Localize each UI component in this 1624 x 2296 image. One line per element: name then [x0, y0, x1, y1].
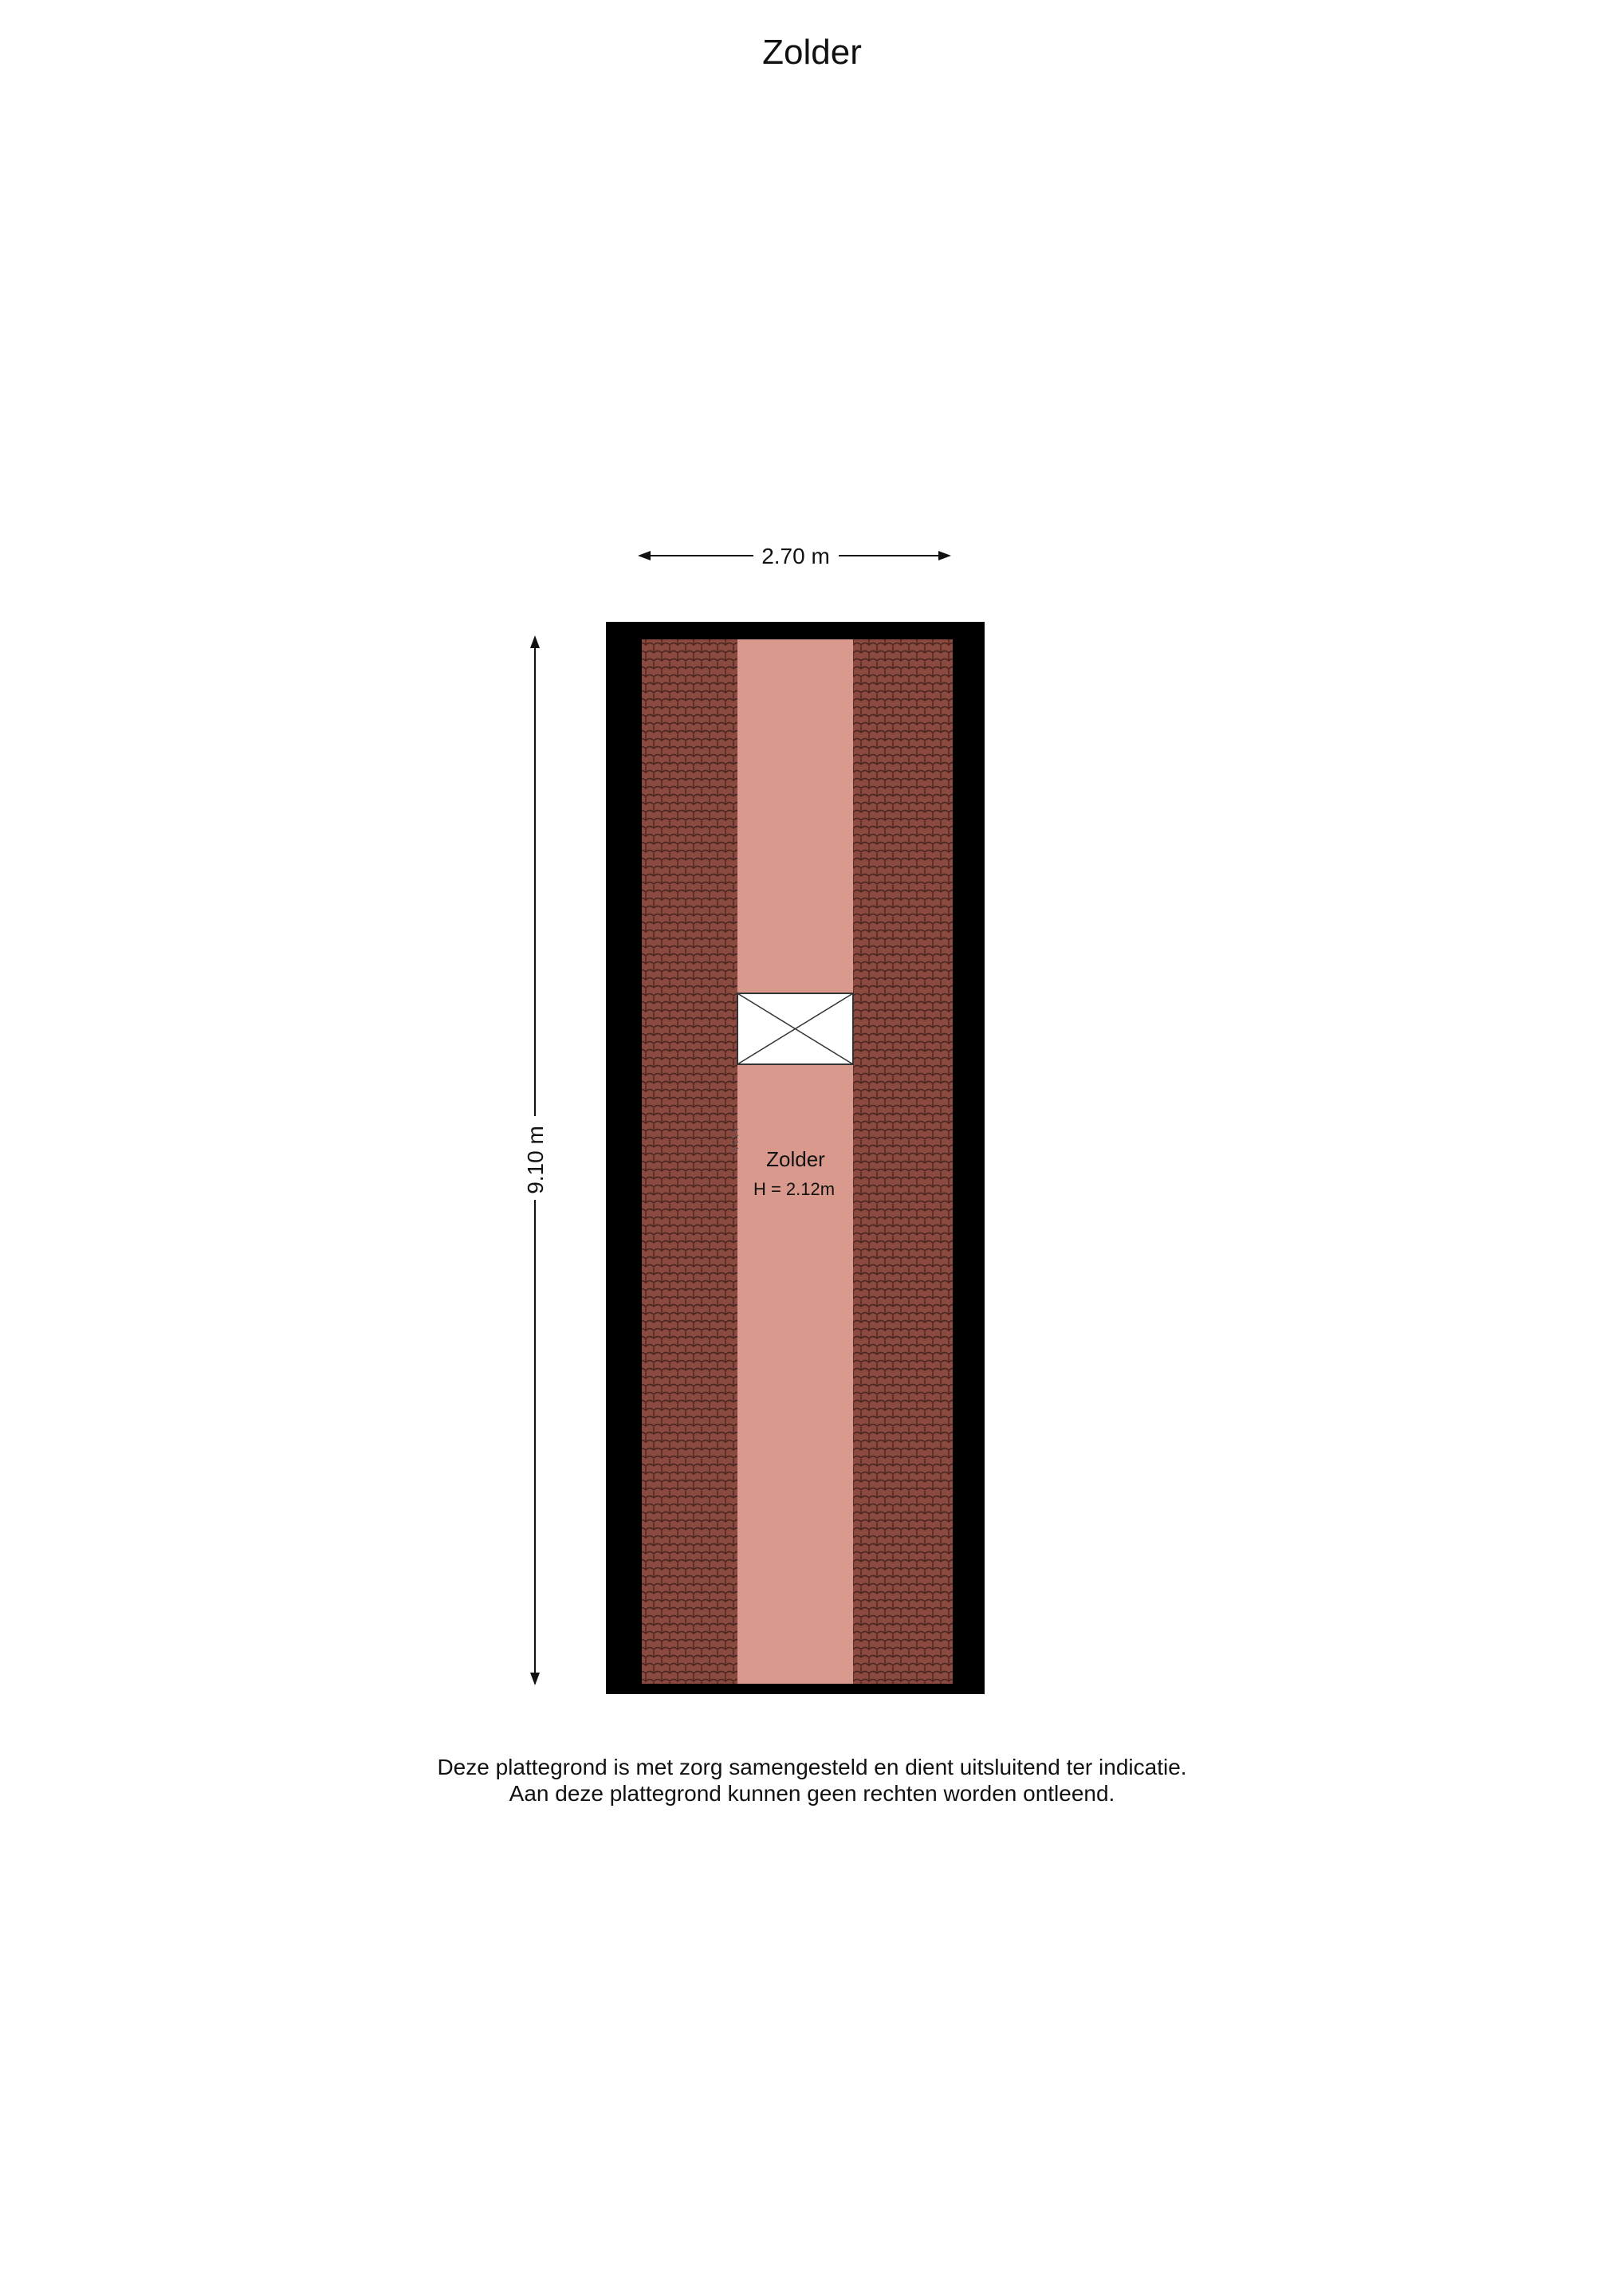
page-title: Zolder: [762, 33, 862, 72]
arrow-left-icon: [638, 551, 651, 560]
width-label: 2.70 m: [761, 544, 830, 568]
arrow-up-icon: [530, 635, 540, 648]
disclaimer-line-1: Deze plattegrond is met zorg samengesteld en dient uitsluitend ter indicatie.: [437, 1755, 1187, 1779]
room-height: H = 2.12m: [753, 1179, 836, 1199]
disclaimer-line-2: Aan deze plattegrond kunnen geen rechten worden ontleend.: [509, 1781, 1115, 1806]
disclaimer: [0, 1754, 1624, 1807]
height-dimension: [523, 635, 548, 1685]
roof-slope-left: [642, 639, 737, 1684]
roof-slope-right: [853, 639, 953, 1684]
arrow-down-icon: [530, 1673, 540, 1685]
height-label: 9.10 m: [523, 1126, 548, 1194]
arrow-right-icon: [938, 551, 951, 560]
loft-hatch: [737, 993, 853, 1064]
width-dimension: [638, 544, 951, 568]
room-name: Zolder: [766, 1147, 825, 1171]
